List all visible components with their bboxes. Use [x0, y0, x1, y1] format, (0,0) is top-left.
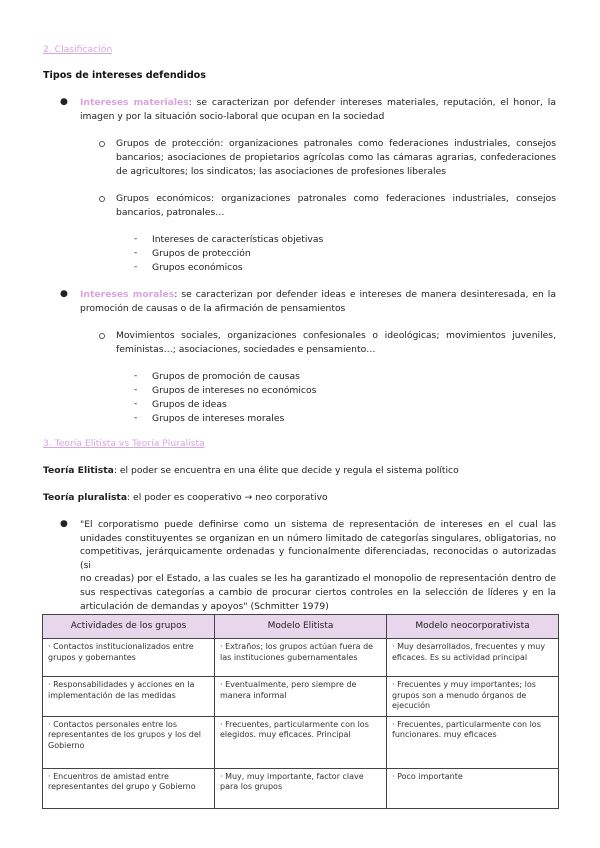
table-row	[43, 716, 559, 768]
pluralista-text: : el poder es cooperativo → neo corporativo	[127, 492, 328, 503]
column-header: Actividades de los grupos	[43, 615, 215, 639]
sub2-line1: Grupos económicos: organizaciones patronales como federaciones industriales, consejos	[116, 193, 556, 204]
column-header: Modelo neocorporativista	[387, 615, 559, 639]
table-cell: · Encuentros de amistad entre representantes del grupo y Gobierno	[43, 768, 215, 808]
dash-bullet: -	[134, 398, 138, 409]
table-header-row	[43, 615, 559, 639]
morales-paragraph	[80, 288, 556, 316]
section-2-link[interactable]: 2. Clasificación	[43, 44, 113, 55]
table-cell: · Eventualmente, pero siempre de manera informal	[215, 677, 387, 717]
morales-sub1-line1: Movimientos sociales, organizaciones confesionales o ideológicas; movimientos juveniles,	[116, 330, 556, 341]
sub2-line2: bancarios, patronales…	[116, 207, 225, 218]
table-cell: · Responsabilidades y acciones en la implementación de las medidas	[43, 677, 215, 717]
table-cell: · Frecuentes y muy importantes; los grupos son a menudo órganos de ejecución	[387, 677, 559, 717]
bullet-dot-icon: ●	[60, 519, 68, 529]
circle-bullet-icon	[99, 196, 105, 202]
morales-sub1-line2: feministas…; asociaciones, sociedades e pensamiento…	[116, 344, 376, 355]
movimientos-paragraph	[116, 329, 556, 357]
dash-item: Grupos de ideas	[152, 399, 227, 410]
table-cell: · Poco importante	[387, 768, 559, 808]
quote-line: unidades constituyentes se organizan en un número limitado de categorías singulares, obligatorias, no	[80, 532, 556, 544]
sub1-line1: Grupos de protección: organizaciones patronales como federaciones industriales, consejos	[116, 138, 556, 149]
column-header: Modelo Elitista	[215, 615, 387, 639]
comparison-table	[42, 614, 559, 809]
morales-line1: : se caracterizan por defender ideas e intereses de manera desinteresada, en la	[174, 289, 556, 300]
elitista-text: : el poder se encuentra en una élite que decide y regula el sistema político	[113, 465, 459, 476]
schmitter-quote	[80, 518, 556, 613]
table-row	[43, 639, 559, 677]
teoria-pluralista	[43, 491, 328, 505]
dash-bullet: -	[134, 384, 138, 395]
grupos-proteccion-paragraph	[116, 137, 556, 179]
dash-item: Grupos de intereses morales	[152, 413, 285, 424]
table-cell: · Frecuentes, particularmente con los elegidos. muy eficaces. Principal	[215, 716, 387, 768]
circle-bullet-icon	[99, 333, 105, 339]
bullet-dot-icon: ●	[60, 97, 68, 107]
table-cell: · Muy desarrollados, frecuentes y muy eficaces. Es su actividad principal	[387, 639, 559, 677]
quote-line: no creadas) por el Estado, a las cuales se les ha garantizado el monopolio de representación dentro de	[80, 573, 556, 585]
table-cell: · Frecuentes, particularmente con los funcionares. muy eficaces	[387, 716, 559, 768]
quote-line: sus respectivas categorías a cambio de procurar ciertos controles en la selección de líderes y en la	[80, 586, 556, 598]
dash-item: Intereses de características objetivas	[152, 234, 324, 245]
dash-item: Grupos de intereses no económicos	[152, 385, 317, 396]
materiales-term: Intereses materiales	[80, 97, 189, 108]
dash-item: Grupos de promoción de causas	[152, 371, 300, 382]
materiales-paragraph	[80, 96, 556, 124]
morales-line2: promoción de causas o de la afirmación de pensamientos	[80, 303, 346, 314]
elitista-term: Teoría Elitista	[43, 465, 114, 476]
tipos-heading: Tipos de intereses defendidos	[43, 70, 206, 81]
section-3-link[interactable]: 3. Teoría Elitista vs Teoría Pluralista	[43, 438, 205, 449]
quote-line: articulación de demandas y apoyos" (Schmitter 1979)	[80, 600, 329, 612]
table-cell: · Contactos institucionalizados entre grupos y gobernantes	[43, 639, 215, 677]
grupos-economicos-paragraph	[116, 192, 556, 220]
teoria-elitista	[43, 464, 459, 478]
table-cell: · Contactos personales entre los representantes de los grupos y los del Gobierno	[43, 716, 215, 768]
dash-bullet: -	[134, 412, 138, 423]
materiales-line2: imagen y por la situación socio-laboral que ocupan en la sociedad	[80, 111, 385, 122]
morales-term: Intereses morales	[80, 289, 175, 300]
table-cell: · Muy, muy importante, factor clave para los grupos	[215, 768, 387, 808]
bullet-dot-icon: ●	[60, 289, 68, 299]
table-cell: · Extraños; los grupos actúan fuera de las instituciones gubernamentales	[215, 639, 387, 677]
sub1-line2: bancarios; asociaciones de propietarios agrícolas como las cámaras agrarias, confederaciones	[116, 152, 556, 163]
sub1-line3: de agricultores; los sindicatos; las asociaciones de profesiones liberales	[116, 166, 447, 177]
dash-item: Grupos de protección	[152, 248, 251, 259]
table-row	[43, 768, 559, 808]
table-row	[43, 677, 559, 717]
quote-line: competitivas, jerárquicamente ordenadas y funcionalmente diferenciadas, reconocidas o autorizadas (si	[80, 546, 556, 571]
pluralista-term: Teoría pluralista	[43, 492, 128, 503]
materiales-line1: : se caracterizan por defender intereses materiales, reputación, el honor, la	[188, 97, 556, 108]
dash-item: Grupos económicos	[152, 262, 243, 273]
quote-line: "El corporatismo puede definirse como un sistema de representación de intereses en el cual las	[80, 519, 556, 530]
dash-bullet: -	[134, 247, 138, 258]
circle-bullet-icon	[99, 141, 105, 147]
dash-bullet: -	[134, 370, 138, 381]
dash-bullet: -	[134, 261, 138, 272]
dash-bullet: -	[134, 233, 138, 244]
